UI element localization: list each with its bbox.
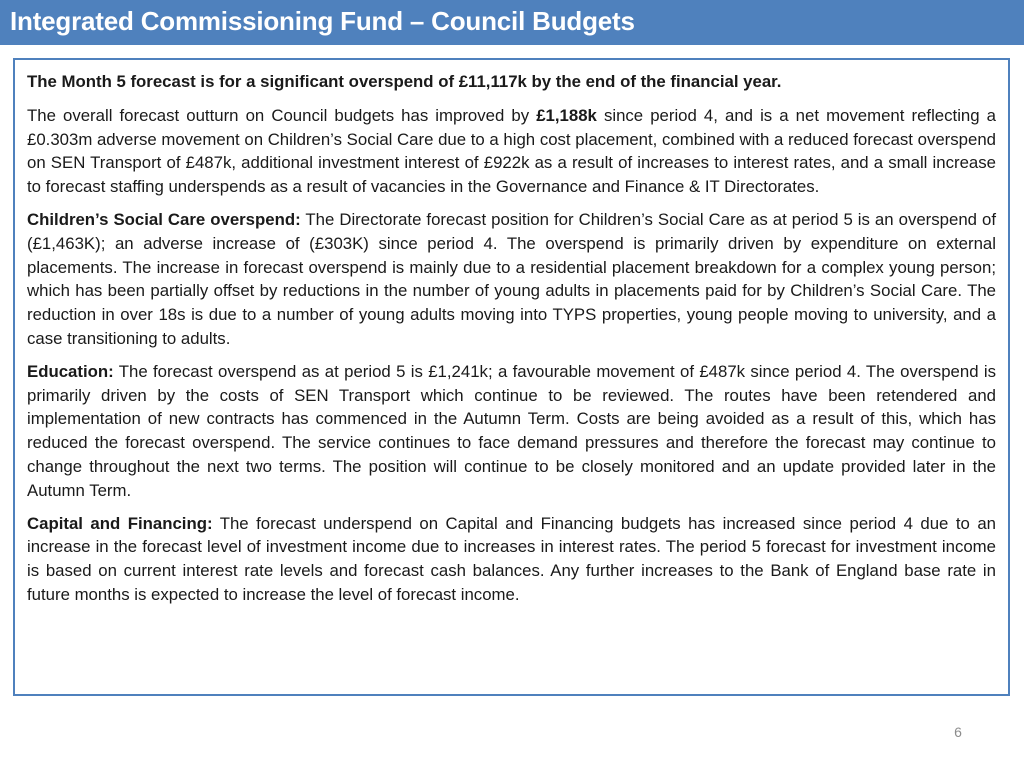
education-text: The forecast overspend as at period 5 is £1,241k; a favourable movement of £487k since period 4. The overspend is primarily driven by the costs of SEN Transport which continue to be reviewed. The routes have been retendered and implementation of new contracts has commenced in the Autumn Term. Costs are being avoided as a result of this, which has reduced the forecast overspend. The service continues to face demand pressures and therefore the forecast may continue to change throughout the next two terms. The position will continue to be closely monitored and an update provided later in the Autumn Term. <box>27 361 996 500</box>
capital-paragraph <box>27 512 996 607</box>
page-number: 6 <box>954 724 962 740</box>
content-box <box>13 58 1010 696</box>
education-heading: Education: <box>27 361 114 381</box>
childrens-paragraph <box>27 208 996 351</box>
lead-summary: The Month 5 forecast is for a significant overspend of £11,117k by the end of the financial year. <box>27 72 782 91</box>
slide-title: Integrated Commissioning Fund – Council Budgets <box>10 6 635 36</box>
overall-paragraph <box>27 104 996 199</box>
childrens-heading: Children’s Social Care overspend: <box>27 209 301 229</box>
capital-heading: Capital and Financing: <box>27 513 213 533</box>
childrens-text: The Directorate forecast position for Children’s Social Care as at period 5 is an overspend of (£1,463K); an adverse increase of (£303K) since period 4. The overspend is primarily driven by expenditure on external placements. The increase in forecast overspend is mainly due to a residential placement breakdown for a complex young person; which has been partially offset by reductions in the number of young adults in placements paid for by Children’s Social Care. The reduction in over 18s is due to a number of young adults moving into TYPS properties, young people moving to university, and a case transitioning to adults. <box>27 209 996 348</box>
capital-text: The forecast underspend on Capital and Financing budgets has increased since period 4 due to an increase in the forecast level of investment income due to increases in interest rates. The period 5 forecast for investment income is based on current interest rate levels and forecast cash balances. Any further increases to the Bank of England base rate in future months is expected to increase the level of forecast income. <box>27 513 996 604</box>
overall-text-after: since period 4, and is a net movement reflecting a £0.303m adverse movement on Children’s Social Care due to a high cost placement, combined with a reduced forecast overspend on SEN Transport of £487k, additional investment interest of £922k as a result of increases to interest rates, and a small increase to forecast staffing underspends as a result of vacancies in the Governance and Finance & IT Directorates. <box>27 105 996 197</box>
overall-text-before: The overall forecast outturn on Council budgets has improved by <box>27 105 537 125</box>
education-paragraph <box>27 360 996 503</box>
title-bar <box>0 0 1024 45</box>
overall-highlight-amount: £1,188k <box>536 105 597 125</box>
